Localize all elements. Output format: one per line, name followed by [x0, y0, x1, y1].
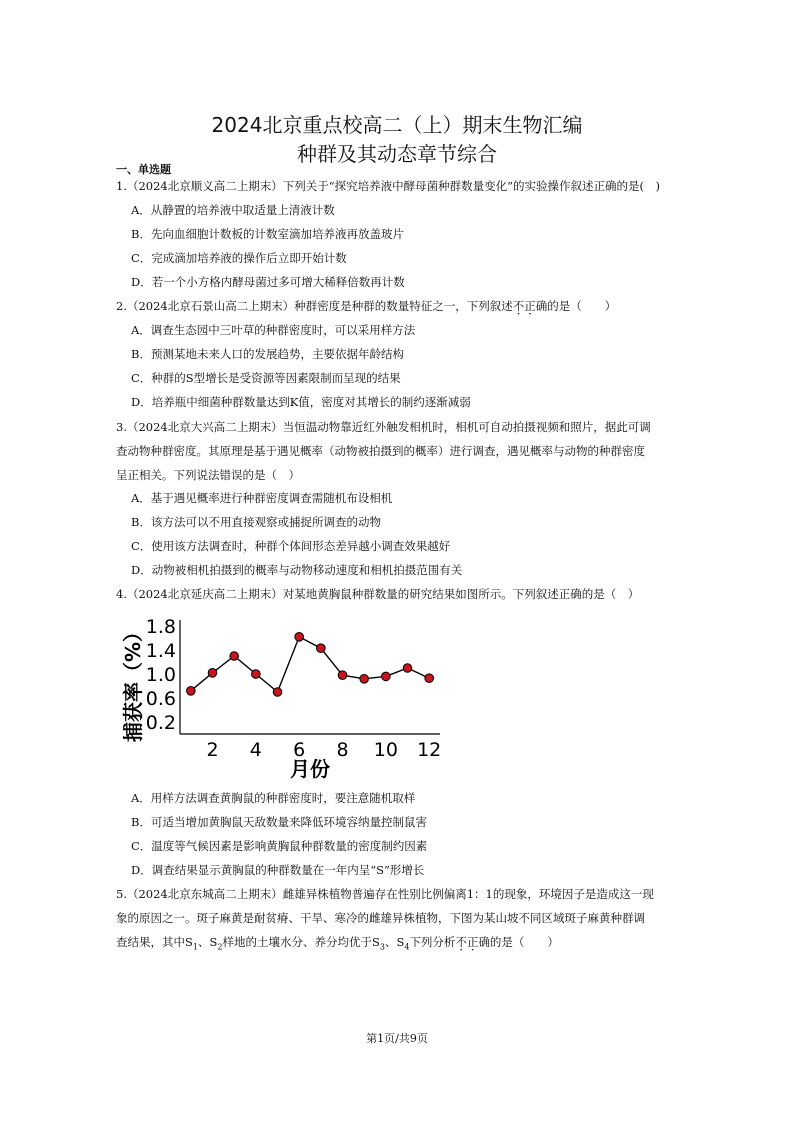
- data-point: [187, 687, 196, 696]
- text-run: 确的是（ ）: [478, 935, 559, 949]
- data-point: [425, 674, 434, 683]
- y-tick-label: 1.8: [145, 616, 176, 638]
- q3-option-a: A．基于遇见概率进行种群密度调查需随机布设相机: [131, 491, 393, 505]
- x-tick-label: 10: [373, 739, 398, 761]
- q2-stem-suffix: 确的是（ ）: [535, 299, 617, 313]
- data-point: [382, 672, 391, 681]
- q2-option-c: C．种群的S型增长是受资源等因素限制而呈现的结果: [131, 371, 401, 385]
- emphasis-char: 正: [466, 935, 479, 949]
- x-tick-label: 2: [206, 739, 219, 761]
- subscript: 2: [217, 942, 223, 952]
- q2-option-a: A．调查生态园中三叶草的种群密度时，可以采用样方法: [131, 323, 416, 337]
- document-title: 2024北京重点校高二（上）期末生物汇编: [211, 113, 583, 137]
- subscript: 3: [379, 942, 385, 952]
- y-tick-label: 1.0: [145, 664, 176, 686]
- x-tick-label: 8: [336, 739, 349, 761]
- subscript: 4: [404, 942, 410, 952]
- data-point: [273, 688, 282, 697]
- chart-series: [187, 633, 434, 697]
- q2-stem: [116, 298, 616, 314]
- emphasis-char: 不: [455, 935, 467, 949]
- q1-option-b: B．先向血细胞计数板的计数室滴加培养液再放盖玻片: [131, 227, 404, 241]
- data-point: [208, 669, 217, 678]
- data-point: [252, 670, 261, 679]
- q3-option-d: D．动物被相机拍摄到的概率与动物移动速度和相机拍摄范围有关: [131, 563, 463, 577]
- x-tick-label: 12: [417, 739, 442, 761]
- text-run: 下列分析: [409, 935, 456, 949]
- subscript: 1: [192, 942, 198, 952]
- data-point: [295, 633, 304, 642]
- q3-option-c: C．使用该方法调查时，种群个体间形态差异越小调查效果越好: [131, 539, 451, 553]
- x-tick-label: 4: [249, 739, 262, 761]
- q5-stem-line-2: 象的原因之一。斑子麻黄是耐贫瘠、干旱、寒冷的雌雄异株植物，下图为某山坡不同区域斑子麻黄种群调: [116, 911, 645, 925]
- emphasis-char: 正: [524, 299, 536, 313]
- q3-stem-line-3: 呈正相关。下列说法错误的是（ ）: [116, 468, 300, 482]
- emphasis-char: 不: [512, 299, 525, 313]
- q4-option-c: C．温度等气候因素是影响黄胸鼠种群数量的密度制约因素: [131, 839, 428, 853]
- data-point: [230, 652, 239, 661]
- x-axis-label: 月份: [290, 757, 330, 781]
- text-run: 、S: [197, 935, 218, 949]
- y-tick-label: 1.4: [145, 640, 176, 662]
- x-tick-label: 6: [293, 739, 306, 761]
- capture-rate-chart: [110, 612, 450, 782]
- y-tick-label: 0.2: [145, 712, 176, 734]
- data-point: [403, 664, 412, 673]
- q1-option-a: A．从静置的培养液中取适量上清液计数: [131, 203, 335, 217]
- q4-option-b: B．可适当增加黄胸鼠天敌数量来降低环境容纳量控制鼠害: [131, 815, 427, 829]
- q1-option-d: D．若一个小方格内酵母菌过多可增大稀释倍数再计数: [131, 275, 405, 289]
- q4-option-a: A．用样方法调查黄胸鼠的种群密度时，要注意随机取样: [131, 791, 416, 805]
- q4-option-d: D．调查结果显示黄胸鼠的种群数量在一年内呈“S”形增长: [131, 863, 425, 877]
- q3-option-b: B．该方法可以不用直接观察或捕捉所调查的动物: [131, 515, 381, 529]
- q2-stem-prefix: 2.（2024北京石景山高二上期末）种群密度是种群的数量特征之一，下列叙述: [116, 299, 513, 313]
- q3-stem-line-1: 3.（2024北京大兴高二上期末）当恒温动物靠近红外触发相机时，相机可自动拍摄视频和照片，据此可调: [116, 420, 651, 434]
- y-tick-label: 0.6: [145, 688, 176, 710]
- y-axis-label: 捕获率（%）: [121, 621, 145, 743]
- page-footer: 第1页/共9页: [366, 1032, 428, 1045]
- data-point: [338, 671, 347, 680]
- y-tick-labels: [146, 616, 176, 734]
- section-heading: 一、单选题: [116, 163, 171, 176]
- q2-option-d: D．培养瓶中细菌种群数量达到K值，密度对其增长的制约逐渐减弱: [131, 395, 471, 409]
- q1-option-c: C．完成滴加培养液的操作后立即开始计数: [131, 251, 347, 265]
- text-run: 、S: [384, 935, 405, 949]
- q4-stem: 4.（2024北京延庆高二上期末）对某地黄胸鼠种群数量的研究结果如图所示。下列叙述正确的是（ ）: [116, 587, 640, 601]
- q3-stem-line-2: 查动物种群密度。其原理是基于遇见概率（动物被拍摄到的概率）进行调查，遇见概率与动物的种群密度: [116, 444, 645, 458]
- q2-option-b: B．预测某地未来人口的发展趋势，主要依据年龄结构: [131, 347, 404, 361]
- data-point: [360, 675, 369, 684]
- series-line: [191, 637, 429, 692]
- text-run: 查结果，其中S: [116, 935, 193, 949]
- data-point: [317, 644, 326, 653]
- q5-stem-line-3: [116, 934, 559, 955]
- q1-stem: 1.（2024北京顺义高二上期末）下列关于“探究培养液中酵母菌种群数量变化”的实验操作叙述正确的是( ): [116, 179, 660, 193]
- chart-axes: [180, 620, 440, 734]
- document-subtitle: 种群及其动态章节综合: [297, 142, 497, 166]
- q5-stem-line-1: 5.（2024北京东城高二上期末）雌雄异株植物普遍存在性别比例偏离1：1的现象，环境因子是造成这一现: [116, 887, 654, 901]
- text-run: 样地的土壤水分、养分均优于S: [222, 935, 380, 949]
